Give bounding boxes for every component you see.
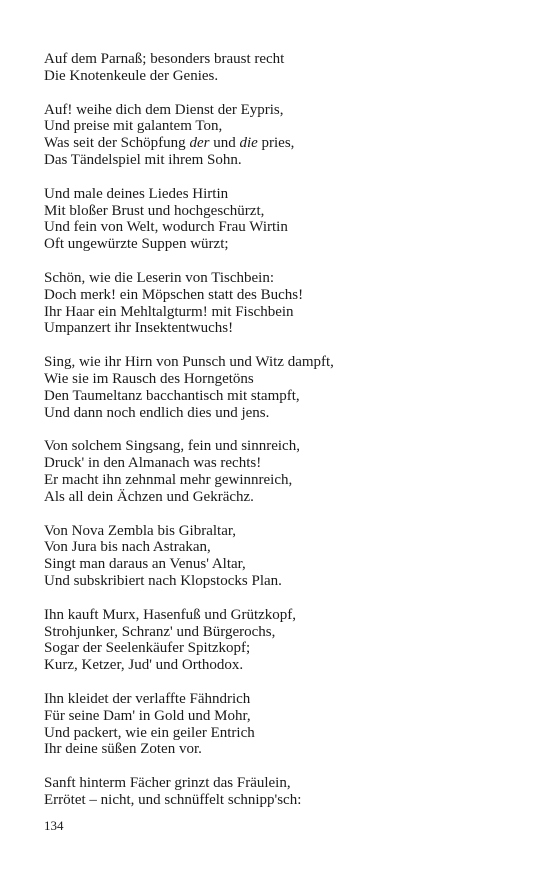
poem-line: Umpanzert ihr Insektentwuchs! — [44, 320, 234, 337]
poem-line: Auf! weihe dich dem Dienst der Eypris, — [44, 101, 284, 118]
poem-line: Mit bloßer Brust und hochgeschürzt, — [44, 202, 265, 219]
poem-line: Und subskribiert nach Klopstocks Plan. — [44, 572, 282, 589]
poem-line: Und dann noch endlich dies und jens. — [44, 404, 270, 421]
emphasized-word: die — [239, 135, 258, 152]
stanza — [44, 607, 514, 674]
page-number: 134 — [44, 818, 64, 833]
stanza — [44, 186, 514, 253]
stanza — [44, 438, 514, 505]
poem-line: Von Jura bis nach Astrakan, — [44, 539, 211, 556]
poem-line: Ihn kleidet der verlaffte Fähndrich — [44, 690, 251, 707]
poem-line: Sogar der Seelenkäufer Spitzkopf; — [44, 640, 251, 657]
poem-line: Den Taumeltanz bacchantisch mit stampft, — [44, 387, 300, 404]
poem-line: Als all dein Ächzen und Gekrächz. — [44, 488, 254, 505]
poem-line: Kurz, Ketzer, Jud' und Orthodox. — [44, 657, 244, 674]
stanza — [44, 51, 514, 85]
poem-line: Für seine Dam' in Gold und Mohr, — [44, 707, 251, 724]
poem-line: Ihn kauft Murx, Hasenfuß und Grützkopf, — [44, 606, 297, 623]
stanza — [44, 691, 514, 758]
emphasized-word: der — [189, 135, 210, 152]
poem-line: Und male deines Liedes Hirtin — [44, 185, 229, 202]
poem-line: Und fein von Welt, wodurch Frau Wirtin — [44, 219, 288, 236]
stanza — [44, 102, 514, 169]
stanza — [44, 270, 514, 337]
poem-line: Er macht ihn zehnmal mehr gewinnreich, — [44, 471, 293, 488]
stanza — [44, 523, 514, 590]
poem-line: Errötet – nicht, und schnüffelt schnipp'sch: — [44, 791, 302, 808]
poem-line: Die Knotenkeule der Genies. — [44, 67, 219, 84]
poem-text — [44, 51, 514, 826]
poem-line: Auf dem Parnaß; besonders braust recht — [44, 51, 285, 67]
poem-line: Singt man daraus an Venus' Altar, — [44, 556, 246, 573]
stanza — [44, 775, 514, 809]
poem-line: Und preise mit galantem Ton, — [44, 118, 223, 135]
poem-line: Was seit der Schöpfung der und die pries, — [44, 135, 295, 152]
poem-line: Von Nova Zembla bis Gibraltar, — [44, 522, 236, 539]
poem-line: Sanft hinterm Fächer grinzt das Fräulein, — [44, 775, 291, 792]
poem-line: Wie sie im Rausch des Horngetöns — [44, 370, 254, 387]
poem-line: Oft ungewürzte Suppen würzt; — [44, 236, 229, 253]
poem-line: Das Tändelspiel mit ihrem Sohn. — [44, 151, 242, 168]
poem-line: Schön, wie die Leserin von Tischbein: — [44, 269, 274, 286]
poem-line: Strohjunker, Schranz' und Bürgerochs, — [44, 623, 276, 640]
poem-line: Und packert, wie ein geiler Entrich — [44, 724, 255, 741]
stanza — [44, 354, 514, 421]
poem-line: Ihr Haar ein Mehltalgturm! mit Fischbein — [44, 303, 294, 320]
poem-line: Druck' in den Almanach was rechts! — [44, 455, 262, 472]
poem-line: Sing, wie ihr Hirn von Punsch und Witz dampft, — [44, 354, 334, 371]
poem-line: Doch merk! ein Möpschen statt des Buchs! — [44, 286, 304, 303]
poem-line: Ihr deine süßen Zoten vor. — [44, 741, 202, 758]
poem-line: Von solchem Singsang, fein und sinnreich, — [44, 438, 300, 455]
